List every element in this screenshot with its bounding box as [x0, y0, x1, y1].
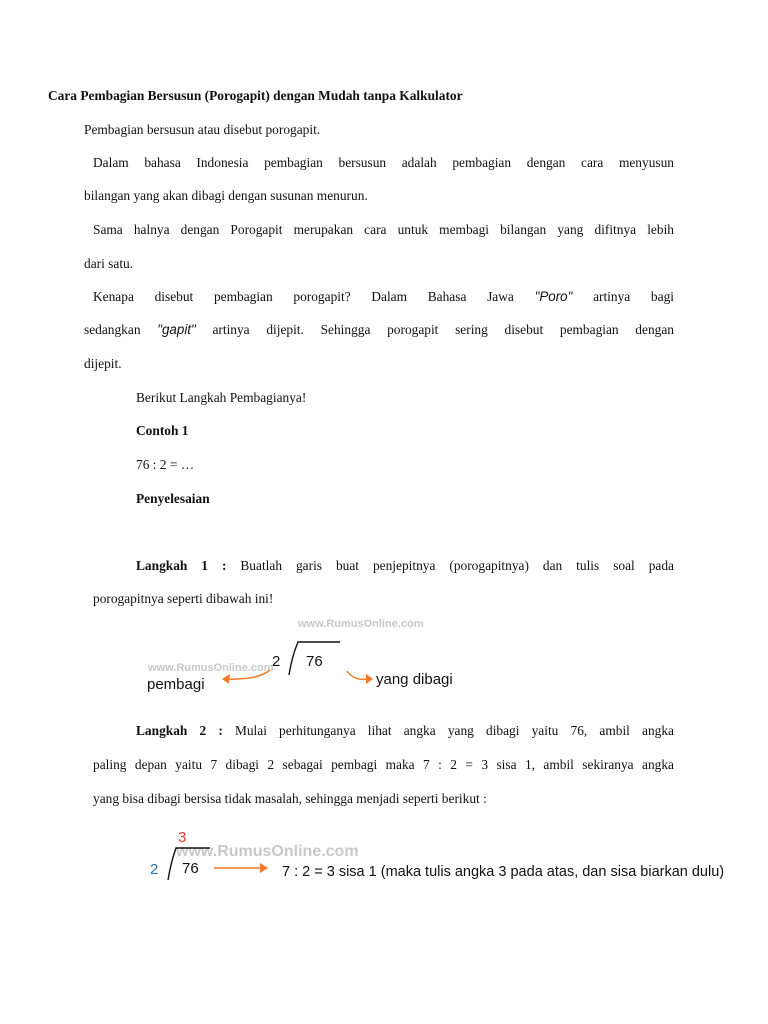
figure-1-right-label: yang dibagi — [376, 671, 453, 688]
figure-2-porogapit — [140, 822, 766, 892]
figure-2-quotient: 3 — [178, 829, 187, 846]
paragraph-3-line-2 — [84, 322, 674, 338]
step-1-line-1 — [136, 558, 674, 574]
paragraph-2-line-1: Sama halnya dengan Porogapit merupakan cara untuk membagi bilangan yang difitnya lebih — [93, 222, 674, 237]
figure-1-porogapit — [140, 618, 480, 698]
document-title: Cara Pembagian Bersusun (Porogapit) dengan Mudah tanpa Kalkulator — [48, 88, 463, 103]
paragraph-1-line-2: bilangan yang akan dibagi dengan susunan menurun. — [84, 188, 368, 203]
paragraph-3-line-1 — [93, 289, 674, 305]
figure-1-left-label: pembagi — [147, 676, 205, 693]
step-2-line-1 — [136, 723, 674, 739]
step-2-line-3: yang bisa dibagi bersisa tidak masalah, sehingga menjadi seperti berikut : — [93, 791, 487, 806]
paragraph-3-line-2-text-b: artinya dijepit. Sehingga porogapit sering disebut pembagian dengan — [212, 322, 674, 337]
example-problem: 76 : 2 = … — [136, 457, 195, 472]
step-2-text: Mulai perhitunganya lihat angka yang dibagi yaitu 76, ambil angka — [234, 723, 674, 738]
figure-2-dividend: 76 — [182, 860, 199, 877]
step-1-line-2: porogapitnya seperti dibawah ini! — [93, 591, 274, 606]
figure-2-explanation: 7 : 2 = 3 sisa 1 (maka tulis angka 3 pada atas, dan sisa biarkan dulu) — [282, 864, 725, 880]
figure-1-watermark-left: www.RumusOnline.com — [148, 662, 274, 674]
figure-2-watermark: www.RumusOnline.com — [176, 843, 359, 860]
paragraph-1-line-1: Dalam bahasa Indonesia pembagian bersusun adalah pembagian dengan cara menyusun — [93, 155, 674, 170]
figure-1-divisor: 2 — [272, 653, 281, 670]
paragraph-3-line-1-text-b: artinya bagi — [593, 289, 674, 304]
step-2-label: Langkah 2 : — [136, 723, 223, 738]
steps-intro: Berikut Langkah Pembagianya! — [136, 390, 307, 405]
paragraph-3-line-2-text-a: sedangkan — [84, 322, 141, 337]
figure-1-dividend: 76 — [306, 653, 323, 670]
figure-2-divisor: 2 — [150, 861, 159, 878]
intro-paragraph: Pembagian bersusun atau disebut porogapit. — [84, 122, 321, 137]
paragraph-3-line-1-text-a: Kenapa disebut pembagian porogapit? Dalam Bahasa Jawa — [93, 289, 514, 304]
term-gapit: "gapit" — [157, 322, 196, 337]
figure-1-left-arrowhead-icon — [222, 674, 230, 684]
figure-1-right-arrow-icon — [347, 671, 368, 679]
step-2-line-2: paling depan yaitu 7 dibagi 2 sebagai pembagi maka 7 : 2 = 3 sisa 1, ambil sekiranya angka — [93, 757, 674, 772]
figure-1-right-arrowhead-icon — [366, 674, 373, 684]
figure-2-arrowhead-icon — [260, 863, 268, 873]
paragraph-2-line-2: dari satu. — [84, 256, 134, 271]
step-1-label: Langkah 1 : — [136, 558, 227, 573]
solution-heading: Penyelesaian — [136, 491, 210, 506]
example-heading: Contoh 1 — [136, 423, 189, 438]
paragraph-3-line-3: dijepit. — [84, 356, 122, 371]
figure-1-watermark-right: www.RumusOnline.com — [298, 618, 424, 630]
term-poro: "Poro" — [534, 289, 573, 304]
step-1-text: Buatlah garis buat penjepitnya (porogapitnya) dan tulis soal pada — [240, 558, 674, 573]
